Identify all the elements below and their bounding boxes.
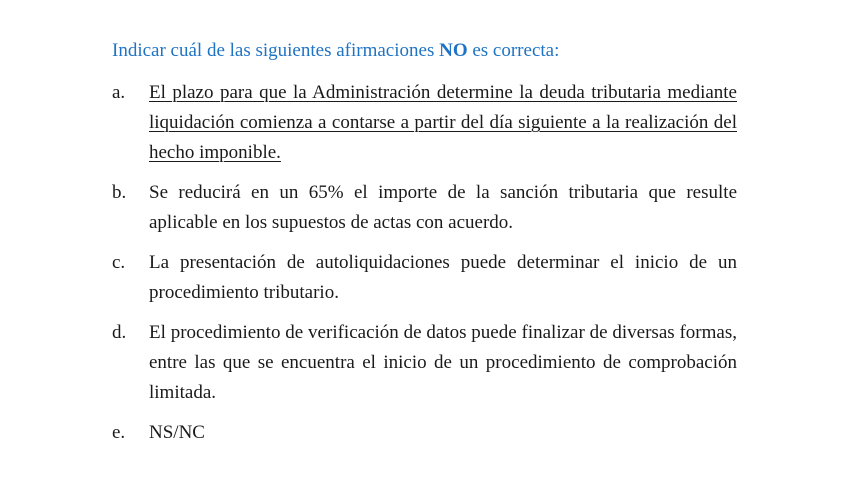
option-text: El plazo para que la Administración determine la deuda tributaria mediante liquidación comienza a contarse a partir del día siguiente a la realización del hecho imponible. xyxy=(149,82,737,163)
option-text: NS/NC xyxy=(149,422,205,443)
option-letter: c. xyxy=(112,252,126,273)
option-text: La presentación de autoliquidaciones puede determinar el inicio de un procedimiento tributario. xyxy=(149,252,737,303)
option-d[interactable] xyxy=(112,318,737,408)
option-text: Se reducirá en un 65% el importe de la sanción tributaria que resulte aplicable en los supuestos de actas con acuerdo. xyxy=(149,182,737,233)
answer-options xyxy=(112,78,737,458)
option-letter: e. xyxy=(112,422,126,443)
option-b[interactable] xyxy=(112,178,737,238)
option-e[interactable] xyxy=(112,418,737,448)
question-emphasis: NO xyxy=(439,40,468,61)
question-prompt xyxy=(112,39,559,63)
question-prefix: Indicar cuál de las siguientes afirmaciones xyxy=(112,40,440,61)
option-letter: a. xyxy=(112,82,126,103)
option-letter: d. xyxy=(112,322,127,343)
option-letter: b. xyxy=(112,182,127,203)
option-c[interactable] xyxy=(112,248,737,308)
question-suffix: es correcta: xyxy=(467,40,560,61)
option-a[interactable] xyxy=(112,78,737,168)
option-text: El procedimiento de verificación de datos puede finalizar de diversas formas, entre las que se encuentra el inicio de un procedimiento de comprobación limitada. xyxy=(149,322,737,403)
